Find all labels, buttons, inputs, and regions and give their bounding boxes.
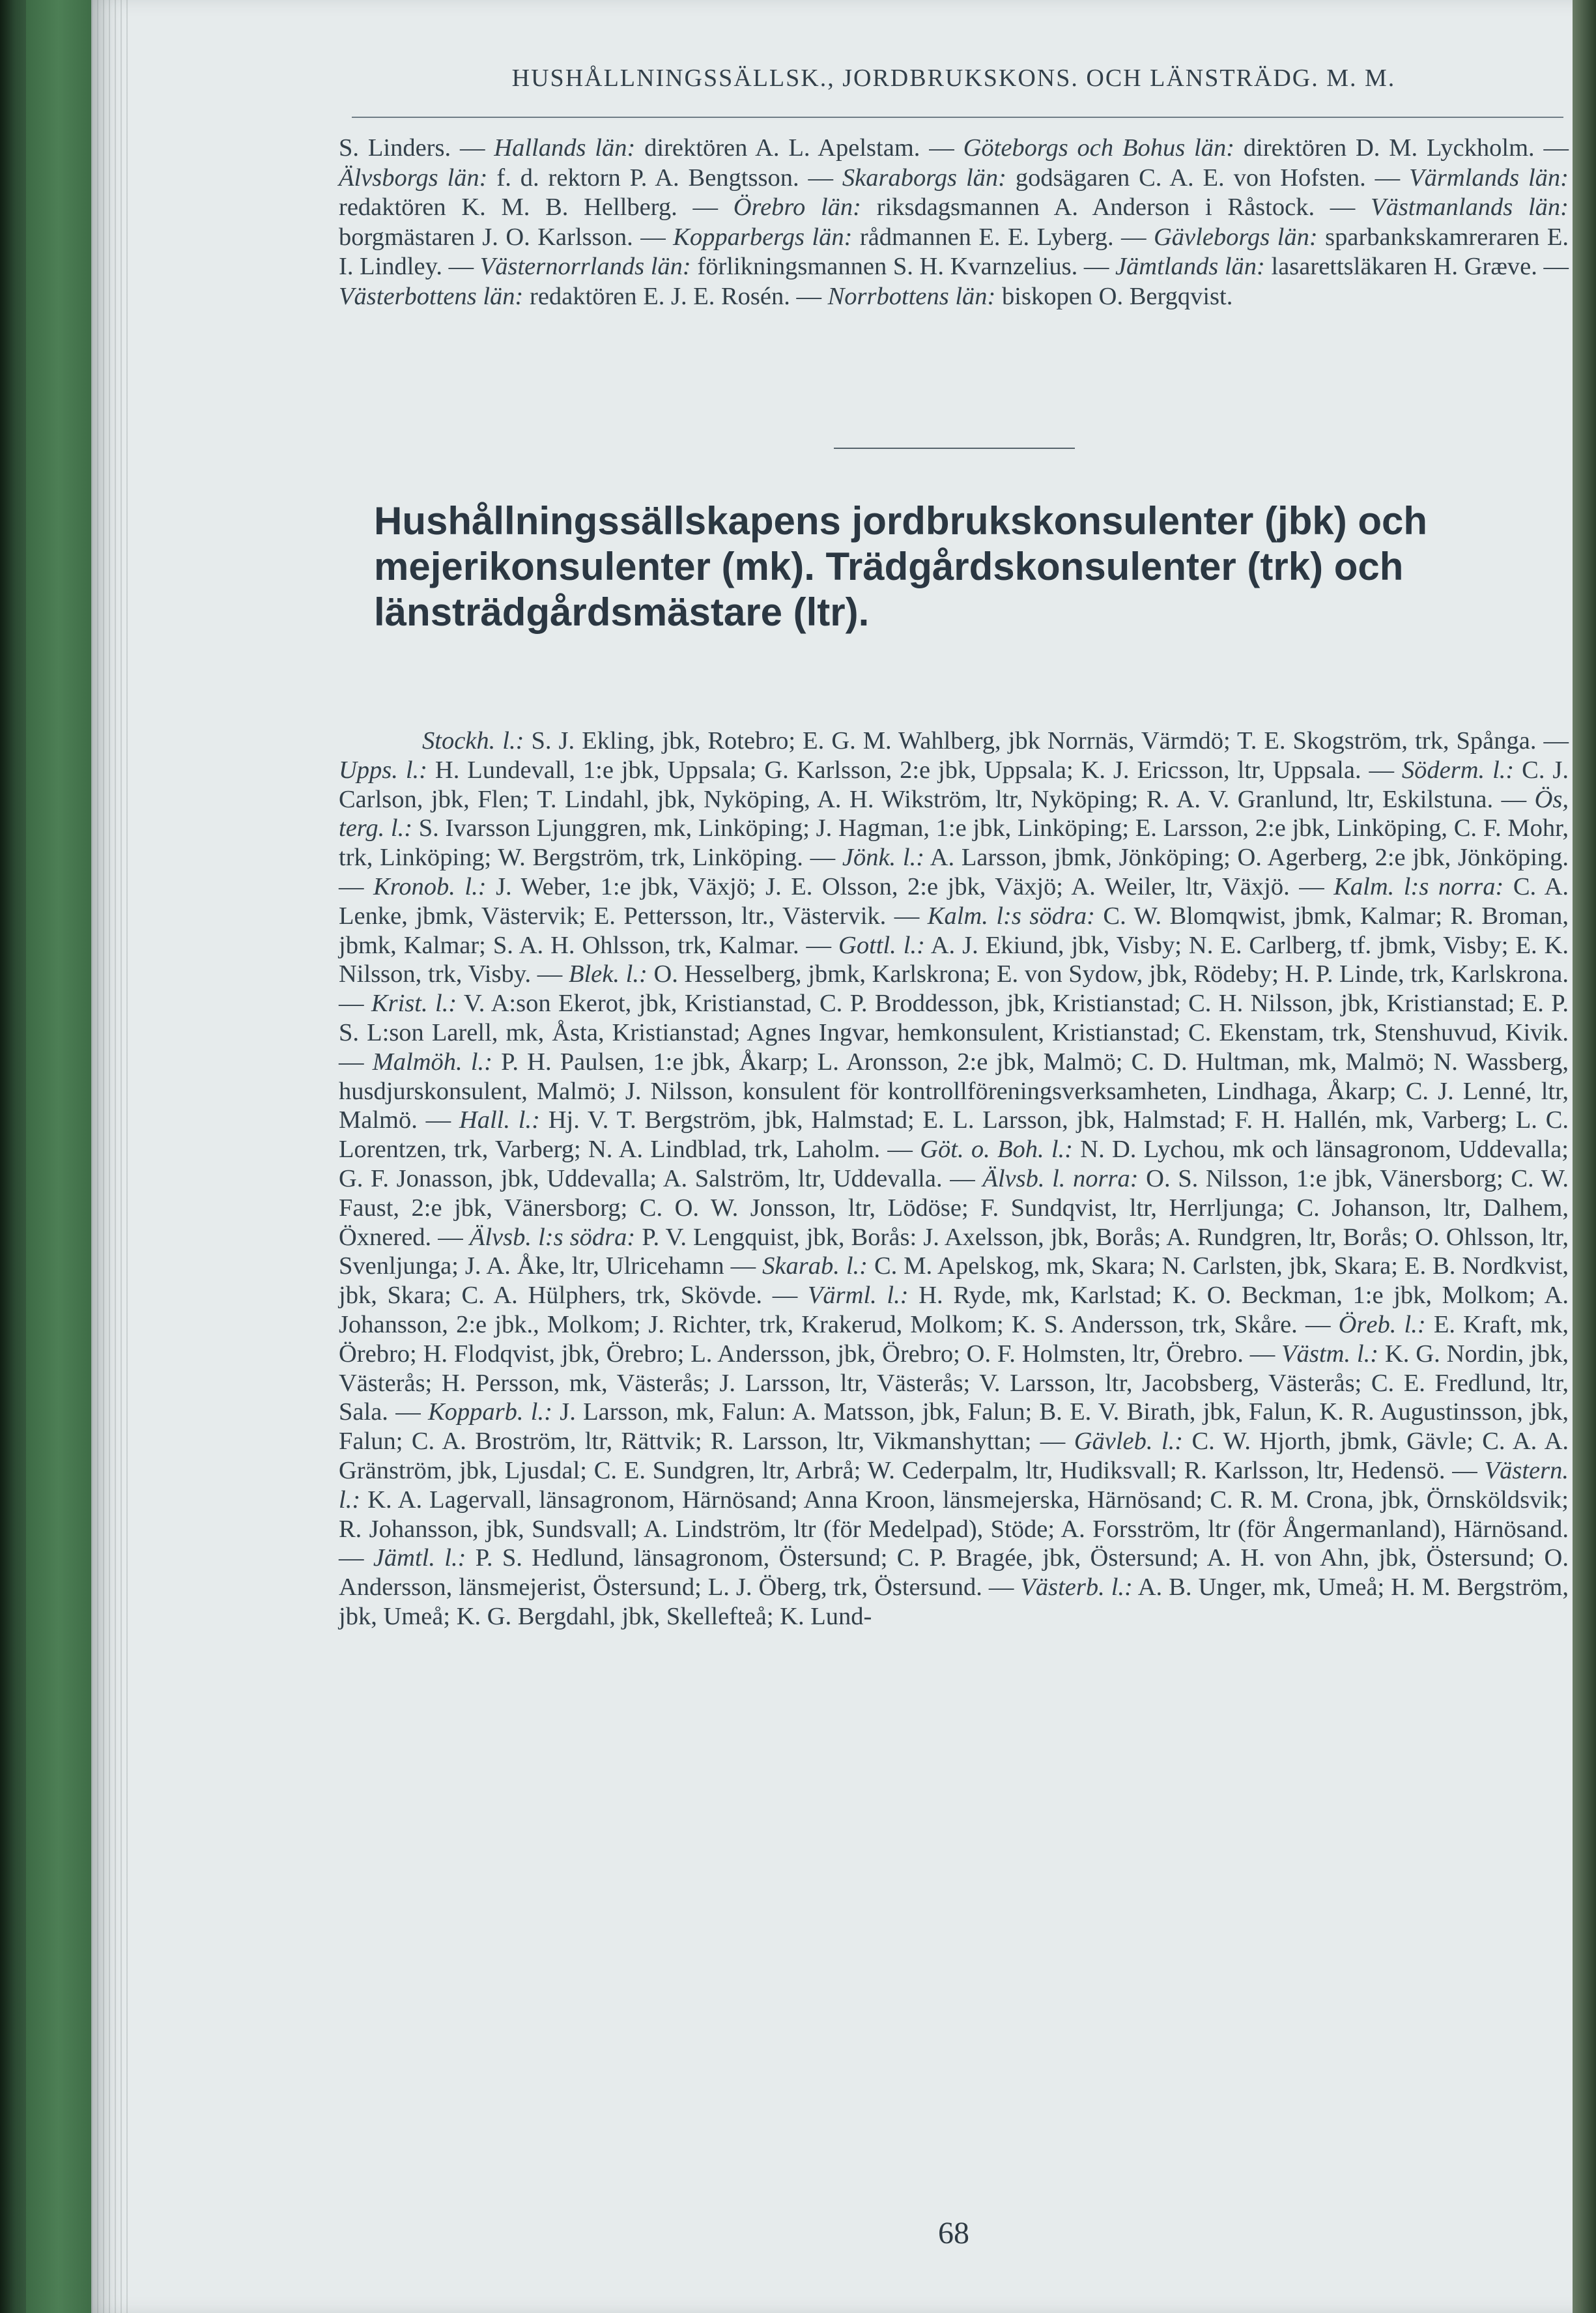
region-label: Hall. l.: — [459, 1106, 540, 1134]
text-run: Hj. V. T. Bergström, jbk, Halmstad; E. L. Larsson, jbk, Halmstad; F. H. Hallén, mk, Varberg; L. C. Lorentzen, trk, Varberg; N. A. Lindblad, trk, Laholm. — — [339, 1106, 1569, 1164]
region-label: Skarab. l.: — [762, 1252, 868, 1280]
text-run: sparbankskamreraren E. I. Lindley. — — [339, 223, 1569, 280]
text-run: A. J. Ekiund, jbk, Visby; N. E. Carlberg, tf. jbmk, Visby; E. K. Nilsson, trk, Visby. — — [339, 931, 1569, 988]
region-label: Norrbottens län: — [827, 282, 996, 310]
text-run: A. B. Unger, mk, Umeå; H. M. Bergström, jbk, Umeå; K. G. Bergdahl, jbk, Skellefteå; K. Lund- — [339, 1573, 1569, 1630]
region-label: Gottl. l.: — [838, 931, 925, 959]
region-label: Jämtlands län: — [1115, 253, 1265, 280]
region-label: Krist. l.: — [371, 990, 457, 1018]
region-label: Västm. l.: — [1281, 1340, 1379, 1368]
text-run: f. d. rektorn P. A. Bengtsson. — — [487, 164, 842, 192]
region-label: Kalm. l:s södra: — [927, 902, 1095, 930]
region-label: Göteborgs och Bohus län: — [963, 134, 1235, 162]
text-run: riksdagsmannen A. Anderson i Råstock. — — [861, 194, 1371, 221]
running-head-rule — [352, 117, 1563, 118]
region-label: Ös, terg. l.: — [339, 785, 1569, 842]
text-run: förlikningsmannen S. H. Kvarnzelius. — — [691, 253, 1115, 280]
region-label: Västmanlands län: — [1371, 194, 1569, 221]
region-label: Kronob. l.: — [373, 872, 487, 900]
text-run: E. Kraft, mk, Örebro; H. Flodqvist, jbk, Örebro; L. Andersson, jbk, Örebro; O. F. Holmsten, ltr, Örebro. — — [339, 1310, 1569, 1368]
page-number: 68 — [938, 2216, 969, 2250]
region-label: Västernorrlands län: — [479, 253, 691, 280]
region-label: Västern. l.: — [339, 1456, 1569, 1514]
text-run: K. A. Lagervall, länsagronom, Härnösand; Anna Kroon, länsmejerska, Härnösand; C. R. M. Crona, jbk, Örnsköldsvik; R. Johansson, jbk, Sundsvall; A. Lindström, ltr (för Medelpad), Stöde; A. Forsström, ltr (för Ångermanland), Härnösand. — — [339, 1486, 1569, 1572]
region-label: Skaraborgs län: — [842, 164, 1006, 192]
region-label: Gävleborgs län: — [1154, 223, 1318, 251]
text-run: C. W. Blomqwist, jbmk, Kalmar; R. Broman, jbmk, Kalmar; S. A. H. Ohlsson, trk, Kalmar. — — [339, 902, 1569, 959]
text-run: S. Ivarsson Ljunggren, mk, Linköping; J. Hagman, 1:e jbk, Linköping; E. Larsson, 2:e jbk, Linköping, C. F. Mohr, trk, Linköping; W. Bergström, trk, Linköping. — — [339, 814, 1569, 872]
text-run: P. H. Paulsen, 1:e jbk, Åkarp; L. Aronsson, 2:e jbk, Malmö; C. D. Hultman, mk, Malmö; N. Wassberg, husdjurskonsulent, Malmö; J. Nilsson, konsulent för kontrollföreningsverksamheten, Lindhaga, Åkarp; C. J. Lenné, ltr, Malmö. — — [339, 1048, 1569, 1134]
region-label: Söderm. l.: — [1401, 756, 1515, 784]
book-page — [91, 0, 1573, 2313]
text-run: S. J. Ekling, jbk, Rotebro; E. G. M. Wahlberg, jbk Norrnäs, Värmdö; T. E. Skogström, trk, Spånga. — — [524, 727, 1569, 754]
text-run: J. Weber, 1:e jbk, Växjö; J. E. Olsson, 2:e jbk, Växjö; A. Weiler, ltr, Växjö. — — [486, 872, 1334, 900]
text-run: H. Ryde, mk, Karlstad; K. O. Beckman, 1:e jbk, Molkom; A. Johansson, 2:e jbk., Molkom; J. Richter, trk, Krakerud, Molkom; K. S. Andersson, trk, Skåre. — — [339, 1282, 1569, 1338]
text-run: H. Lundevall, 1:e jbk, Uppsala; G. Karlsson, 2:e jbk, Uppsala; K. J. Ericsson, ltr, Uppsala. — — [427, 756, 1402, 784]
text-run: lasarettsläkaren H. Græve. — — [1264, 253, 1569, 280]
region-label: Hallands län: — [494, 134, 636, 162]
text-run: O. Hesselberg, jbmk, Karlskrona; E. von Sydow, jbk, Rödeby; H. P. Linde, trk, Karlskrona. — — [339, 960, 1569, 1018]
region-label: Kopparb. l.: — [427, 1398, 552, 1426]
text-run: A. Larsson, jbmk, Jönköping; O. Agerberg, 2:e jbk, Jönköping. — — [339, 844, 1569, 900]
text-run: S. Linders. — — [339, 134, 494, 162]
region-label: Göt. o. Boh. l.: — [920, 1136, 1074, 1164]
region-label: Örebro län: — [733, 194, 861, 221]
text-run: rådmannen E. E. Lyberg. — — [852, 223, 1154, 251]
region-label: Värmlands län: — [1409, 164, 1569, 192]
text-run: N. D. Lychou, mk och länsagronom, Uddevalla; G. F. Jonasson, jbk, Uddevalla; A. Salström, ltr, Uddevalla. — — [339, 1136, 1569, 1192]
text-run: C. J. Carlson, jbk, Flen; T. Lindahl, jbk, Nyköping, A. H. Wikström, ltr, Nyköping; R. A. V. Granlund, ltr, Eskilstuna. — — [339, 756, 1569, 813]
region-label: Jönk. l.: — [842, 844, 925, 872]
region-label: Älvsborgs län: — [339, 164, 488, 192]
region-label: Älvsb. l. norra: — [982, 1164, 1139, 1192]
text-run: direktören A. L. Apelstam. — — [635, 134, 963, 162]
region-label: Upps. l.: — [339, 756, 427, 784]
body-paragraph — [339, 726, 1569, 1631]
text-run: C. A. Lenke, jbmk, Västervik; E. Pettersson, ltr., Västervik. — — [339, 872, 1569, 930]
text-run: O. S. Nilsson, 1:e jbk, Vänersborg; C. W. Faust, 2:e jbk, Vänersborg; C. O. W. Jonsson, ltr, Lödöse; F. Sundqvist, ltr, Herrljunga; C. Johanson, ltr, Dalhem, Öxnered. — — [339, 1164, 1569, 1251]
region-label: Gävleb. l.: — [1074, 1428, 1184, 1456]
region-label: Blek. l.: — [568, 960, 648, 988]
page-gutter — [91, 0, 130, 2313]
section-divider — [834, 448, 1075, 449]
text-run: C. M. Apelskog, mk, Skara; N. Carlsten, jbk, Skara; E. B. Nordkvist, jbk, Skara; C. A. Hülphers, trk, Skövde. — — [339, 1252, 1569, 1310]
region-label: Jämtl. l.: — [373, 1544, 466, 1572]
text-run: direktören D. M. Lyckholm. — — [1234, 134, 1569, 162]
text-run: J. Larsson, mk, Falun: A. Matsson, jbk, Falun; B. E. V. Birath, jbk, Falun, K. R. Augustinsson, jbk, Falun; C. A. Broström, ltr, Rättvik; R. Larsson, ltr, Vikmanshyttan; — — [339, 1398, 1569, 1456]
text-run: biskopen O. Bergqvist. — [995, 282, 1233, 310]
running-head: HUSHÅLLNINGSSÄLLSK., JORDBRUKSKONS. OCH LÄNSTRÄDG. M. M. — [511, 65, 1396, 92]
text-run: K. G. Nordin, jbk, Västerås; H. Persson, mk, Västerås; J. Larsson, ltr, Västerås; V. Larsson, ltr, Jacobsberg, Västerås; C. E. Fredlund, ltr, Sala. — — [339, 1340, 1569, 1426]
region-label: Kalm. l:s norra: — [1333, 872, 1504, 900]
text-run: P. V. Lengquist, jbk, Borås: J. Axelsson, jbk, Borås; A. Rundgren, ltr, Borås; O. Ohlsson, ltr, Svenljunga; J. A. Åke, ltr, Ulricehamn — — [339, 1223, 1569, 1280]
book-spine-edge — [0, 0, 26, 2313]
region-label: Värml. l.: — [807, 1282, 909, 1310]
text-run: redaktören K. M. B. Hellberg. — — [339, 194, 734, 221]
region-label: Älvsb. l:s södra: — [469, 1223, 636, 1251]
text-run: godsägaren C. A. E. von Hofsten. — — [1006, 164, 1410, 192]
region-label: Kopparbergs län: — [673, 223, 853, 251]
region-label: Västerbottens län: — [339, 282, 524, 310]
book-cover-cloth — [26, 0, 91, 2313]
text-run: V. A:son Ekerot, jbk, Kristianstad, C. P. Broddesson, jbk, Kristianstad; C. H. Nilsson, jbk, Kristianstad; E. P. S. L:son Larell, mk, Åsta, Kristianstad; Agnes Ingvar, hemkonsulent, Kristianstad; C. Ekenstam, trk, Stenshuvud, Kivik. — — [339, 990, 1569, 1076]
text-run: borgmästaren J. O. Karlsson. — — [339, 223, 674, 251]
intro-paragraph — [339, 134, 1569, 311]
region-label: Örеb. l.: — [1338, 1310, 1426, 1338]
book-page-edge — [1573, 0, 1596, 2313]
text-run: redaktören E. J. E. Rosén. — — [523, 282, 828, 310]
region-label: Stockh. l.: — [422, 727, 524, 754]
text-run: P. S. Hedlund, länsagronom, Östersund; C. P. Bragée, jbk, Östersund; A. H. von Ahn, jbk, Östersund; O. Andersson, länsmejerist, Östersund; L. J. Öberg, trk, Östersund. — — [339, 1544, 1569, 1602]
region-label: Malmöh. l.: — [372, 1048, 492, 1076]
text-run: C. W. Hjorth, jbmk, Gävle; C. A. A. Gränström, jbk, Ljusdal; C. E. Sundgren, ltr, Arbrå; W. Cederpalm, ltr, Hudiksvall; R. Karlsson, ltr, Hedensö. — — [339, 1428, 1569, 1484]
region-label: Västerb. l.: — [1020, 1573, 1133, 1602]
section-heading: Hushållningssällskapens jordbrukskonsulenter (jbk) och mejerikonsulenter (mk). Trädgårdskonsulenter (trk) och länsträdgårdsmästare (ltr). — [374, 499, 1428, 634]
